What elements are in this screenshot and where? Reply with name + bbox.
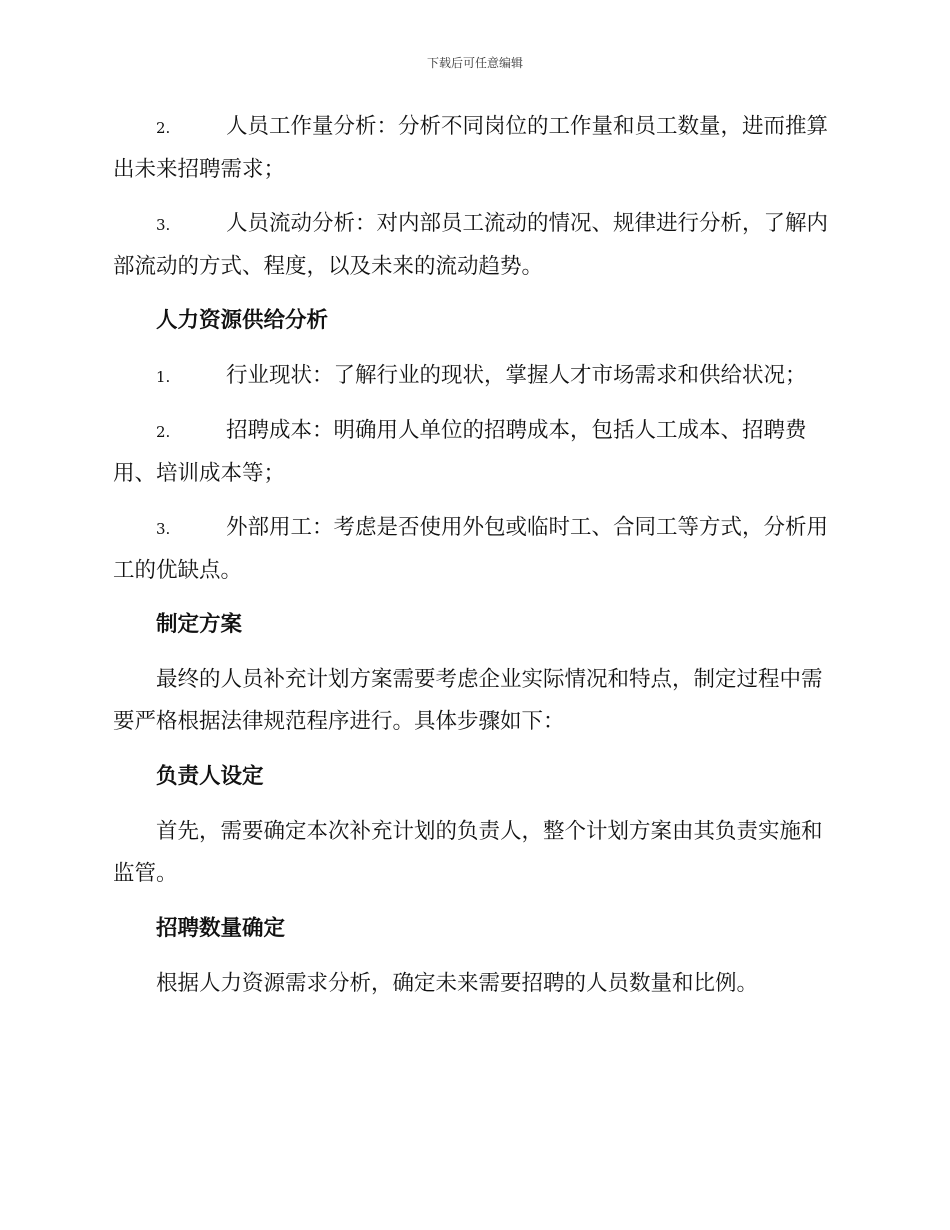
paragraph-quantity: 根据人力资源需求分析，确定未来需要招聘的人员数量和比例。 [156,971,759,996]
paragraph-owner: 首先，需要确定本次补充计划的负责人，整个计划方案由其负责实施和监管。 [113,819,823,886]
section-heading-supply: 人力资源供给分析 [156,308,329,333]
list-item-text: 行业现状：了解行业的现状，掌握人才市场需求和供给状况； [226,363,807,388]
paragraph-plan: 最终的人员补充计划方案需要考虑企业实际情况和特点，制定过程中需要严格根据法律规范程序进行。具体步骤如下： [113,667,823,734]
list-item-industry [113,355,835,398]
section-heading-owner: 负责人设定 [156,764,264,789]
list-number: 3. [156,520,171,538]
list-item-turnover [113,203,835,288]
list-item-text: 外部用工：考虑是否使用外包或临时工、合同工等方式，分析用工的优缺点。 [113,515,829,583]
list-number: 2. [156,119,171,137]
list-item-external [113,507,835,592]
section-heading-quantity: 招聘数量确定 [156,916,286,941]
list-item-text: 招聘成本：明确用人单位的招聘成本，包括人工成本、招聘费用、培训成本等； [113,418,807,486]
list-number: 1. [156,368,171,386]
list-item-text: 人员流动分析：对内部员工流动的情况、规律进行分析，了解内部流动的方式、程度，以及未来的流动趋势。 [113,211,829,279]
list-item-text: 人员工作量分析：分析不同岗位的工作量和员工数量，进而推算出未来招聘需求； [113,114,829,182]
section-heading-plan: 制定方案 [156,612,243,637]
page-header: 下载后可任意编辑 [426,56,523,70]
list-item-cost [113,410,835,495]
list-number: 2. [156,423,171,441]
list-item-workload [113,106,835,191]
list-number: 3. [156,216,171,234]
